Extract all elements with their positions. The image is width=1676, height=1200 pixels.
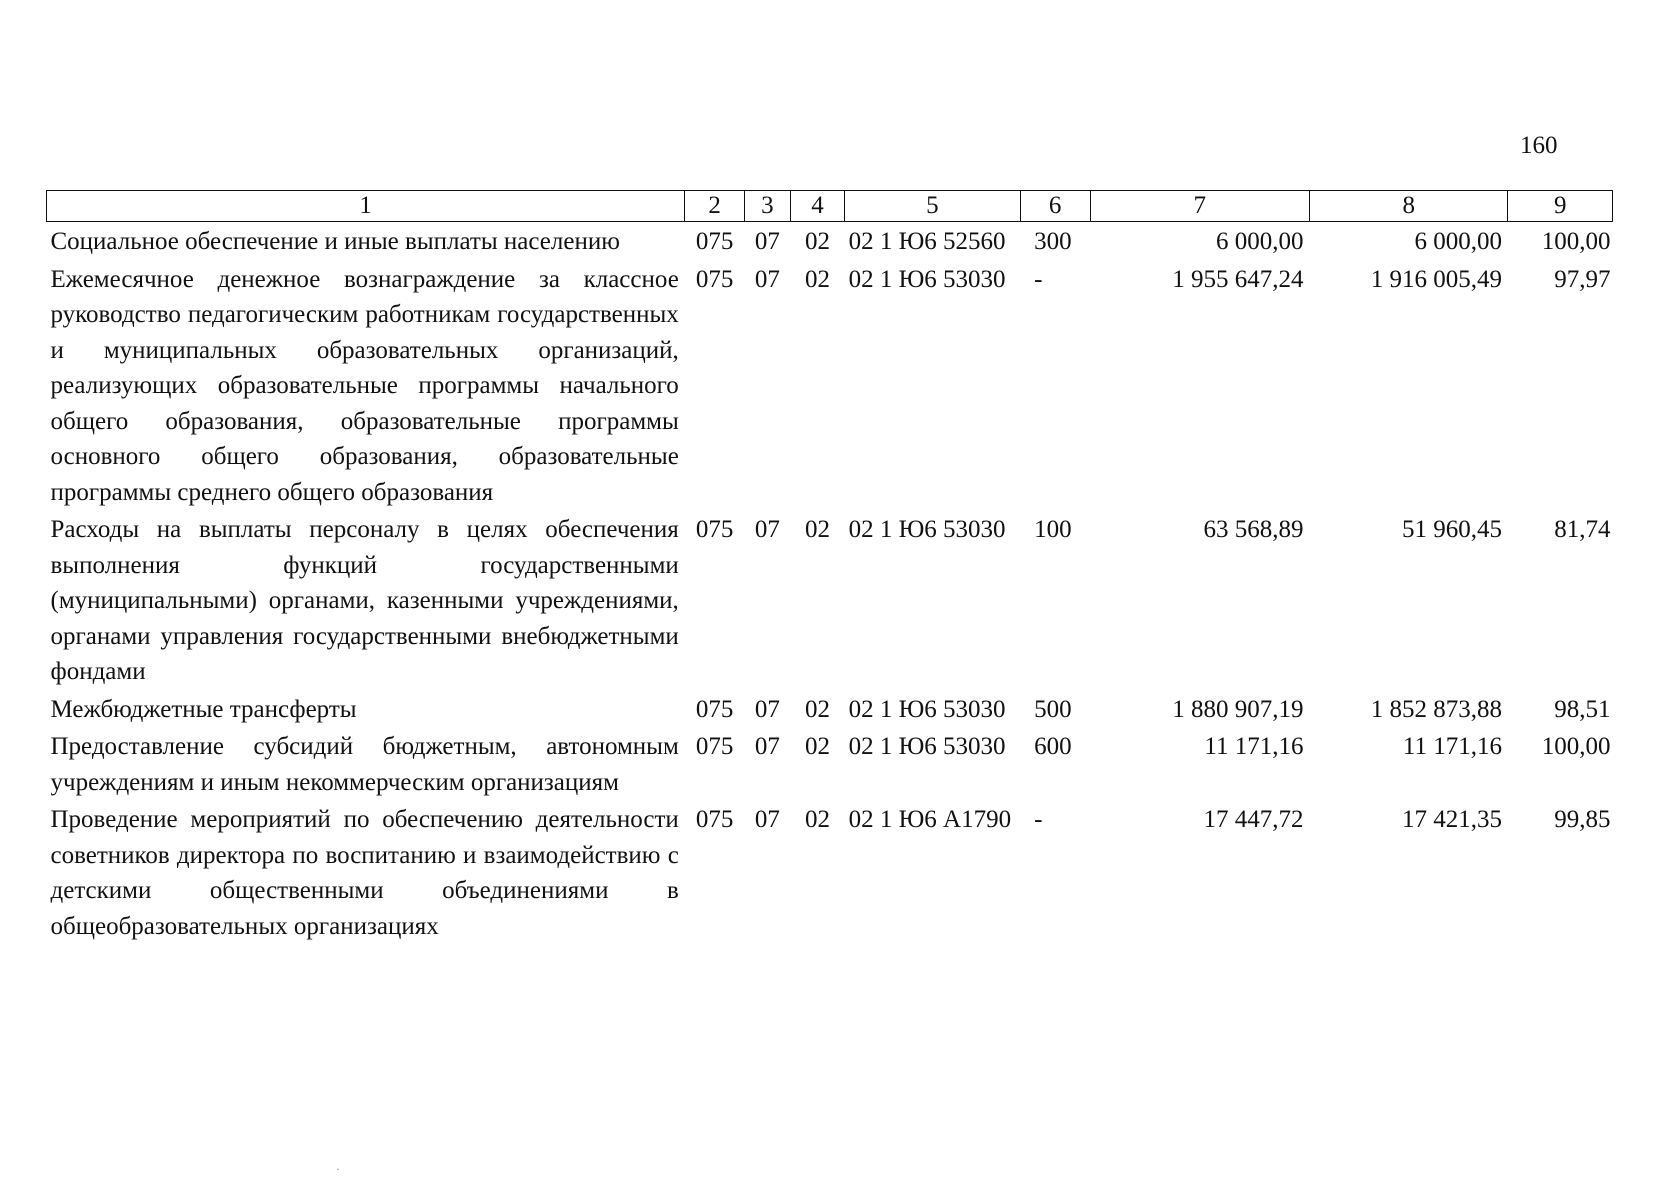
header-col-3: 3 (744, 191, 790, 222)
cell-subsection-code: 02 (804, 806, 830, 833)
cell-section-code: 07 (754, 806, 780, 833)
cell-executed-amount: 11 171,16 (1402, 733, 1502, 760)
header-col-5: 5 (845, 191, 1021, 222)
cell-executed-amount: 51 960,45 (1401, 516, 1502, 543)
header-col-8: 8 (1309, 191, 1507, 222)
cell-target-code: 02 1 Ю6 А1790 (848, 806, 1012, 833)
cell-subsection-code: 02 (804, 516, 830, 543)
table-row (47, 260, 1613, 511)
cell-expense-type: 600 (1034, 733, 1072, 760)
table-row (47, 800, 1613, 944)
cell-section-code: 07 (754, 733, 780, 760)
header-col-6: 6 (1020, 191, 1090, 222)
row-description: Социальное обеспечение и иные выплаты населению (50, 228, 620, 255)
cell-execution-percent: 99,85 (1554, 806, 1611, 833)
row-description: Межбюджетные трансферты (50, 695, 357, 723)
cell-expense-type: 500 (1034, 695, 1072, 723)
row-description: Предоставление субсидий бюджетным, автономным учреждениям и иным некоммерческим организациям (50, 733, 679, 796)
table-row (47, 690, 1613, 728)
page-number: 160 (1520, 132, 1558, 159)
cell-ministry-code: 075 (695, 695, 734, 723)
header-col-1: 1 (47, 191, 685, 222)
cell-execution-percent: 98,51 (1554, 695, 1611, 723)
cell-executed-amount: 6 000,00 (1414, 228, 1502, 255)
cell-executed-amount: 17 421,35 (1401, 806, 1502, 833)
row-description: Ежемесячное денежное вознаграждение за классное руководство педагогическим работникам государственных и муниципальных образовательных организаций, реализующих образовательные программы начального общего образования, образовательные программы основного общего образования, образовательные программы среднего общего образования (50, 265, 679, 506)
cell-planned-amount: 6 000,00 (1215, 228, 1304, 255)
cell-executed-amount: 1 916 005,49 (1370, 265, 1502, 293)
cell-expense-type: - (1034, 806, 1043, 833)
cell-execution-percent: 97,97 (1554, 265, 1611, 293)
header-col-4: 4 (790, 191, 844, 222)
cell-expense-type: 100 (1034, 516, 1072, 543)
cell-planned-amount: 1 955 647,24 (1172, 265, 1304, 293)
cell-target-code: 02 1 Ю6 53030 (848, 516, 1006, 543)
scan-speck: · (336, 1162, 340, 1176)
cell-expense-type: 300 (1034, 228, 1072, 255)
cell-ministry-code: 075 (695, 806, 734, 833)
cell-ministry-code: 075 (695, 265, 734, 293)
cell-target-code: 02 1 Ю6 53030 (848, 265, 1006, 293)
cell-section-code: 07 (754, 516, 780, 543)
cell-planned-amount: 63 568,89 (1203, 516, 1304, 543)
cell-target-code: 02 1 Ю6 53030 (848, 695, 1006, 723)
cell-section-code: 07 (754, 228, 780, 255)
header-col-2: 2 (685, 191, 745, 222)
cell-subsection-code: 02 (804, 265, 830, 293)
row-description: Расходы на выплаты персоналу в целях обеспечения выполнения функций государственными (муниципальными) органами, казенными учреждениями, органами управления государственными внебюджетными фондами (50, 516, 679, 685)
cell-execution-percent: 100,00 (1541, 228, 1611, 255)
header-row (47, 191, 1613, 222)
cell-subsection-code: 02 (804, 228, 830, 255)
row-description: Проведение мероприятий по обеспечению деятельности советников директора по воспитанию и взаимодействию с детскими общественными объединениями в общеобразовательных организациях (50, 806, 679, 940)
table-row (47, 222, 1613, 260)
table-row (47, 510, 1613, 690)
cell-section-code: 07 (754, 265, 780, 293)
budget-table (46, 190, 1613, 944)
cell-planned-amount: 1 880 907,19 (1172, 695, 1304, 723)
header-col-7: 7 (1090, 191, 1309, 222)
cell-ministry-code: 075 (695, 733, 734, 760)
cell-executed-amount: 1 852 873,88 (1370, 695, 1502, 723)
cell-execution-percent: 81,74 (1554, 516, 1611, 543)
cell-ministry-code: 075 (695, 516, 734, 543)
table-row (47, 727, 1613, 800)
header-col-9: 9 (1508, 191, 1613, 222)
cell-execution-percent: 100,00 (1541, 733, 1611, 760)
cell-section-code: 07 (754, 695, 780, 723)
cell-target-code: 02 1 Ю6 53030 (848, 733, 1006, 760)
cell-planned-amount: 17 447,72 (1203, 806, 1304, 833)
cell-planned-amount: 11 171,16 (1204, 733, 1304, 760)
cell-expense-type: - (1034, 265, 1043, 293)
cell-subsection-code: 02 (804, 733, 830, 760)
cell-subsection-code: 02 (804, 695, 830, 723)
cell-ministry-code: 075 (695, 228, 734, 255)
cell-target-code: 02 1 Ю6 52560 (848, 228, 1006, 255)
